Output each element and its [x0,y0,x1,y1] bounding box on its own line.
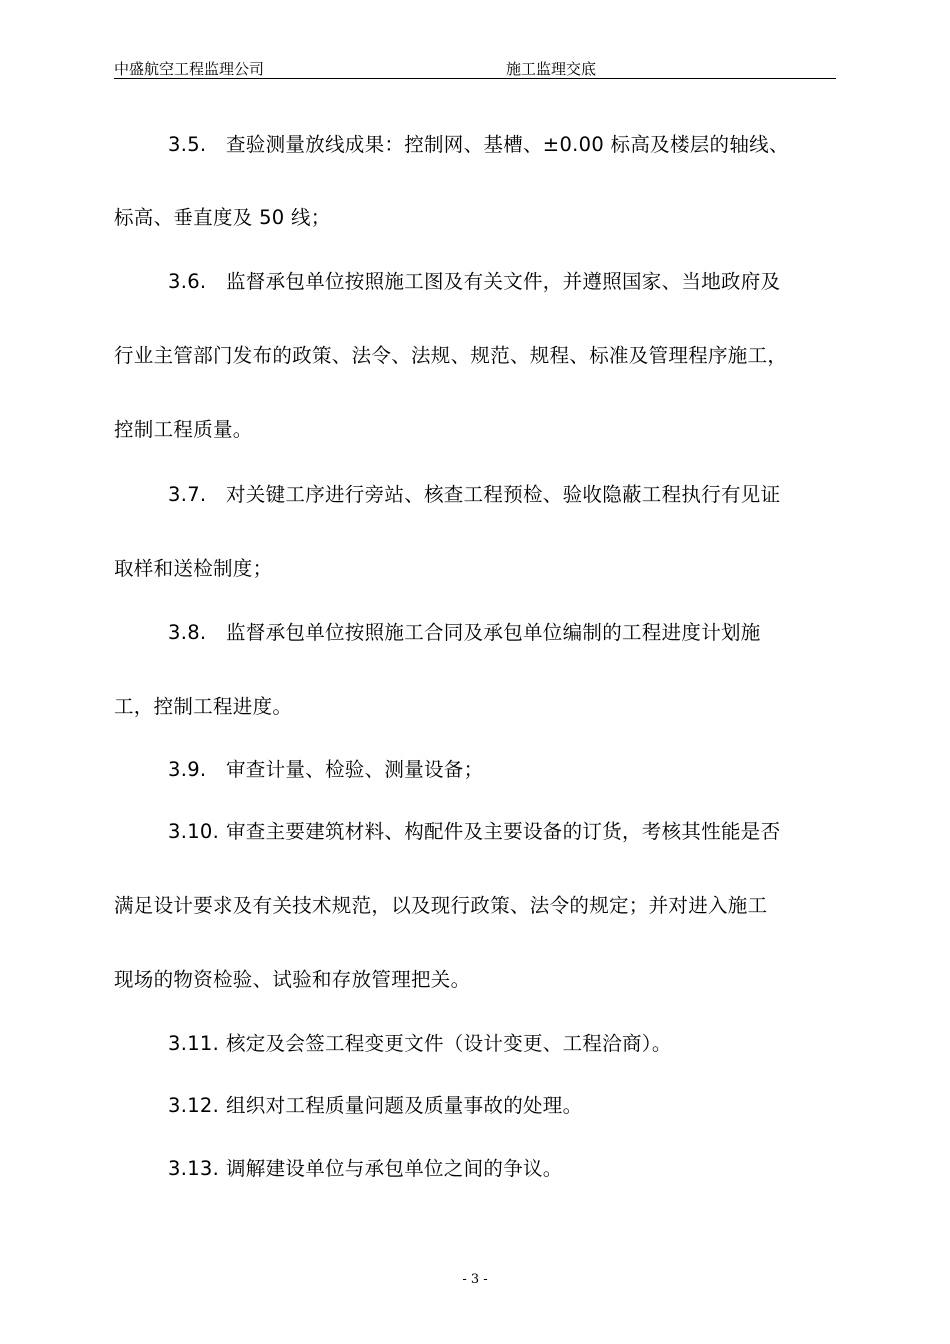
item-number: 3.11. [168,1032,220,1055]
item-3-8-line-1 [168,617,761,645]
item-3-13-line-1 [168,1153,563,1181]
item-3-5-line-2: 标高、垂直度及 50 线； [114,206,331,229]
item-3-8-line-2: 工，控制工程进度。 [114,695,293,718]
item-text: 调解建设单位与承包单位之间的争议。 [226,1157,563,1180]
item-number: 3.12. [168,1094,220,1117]
document-title: 施工监理交底 [506,60,597,78]
company-name: 中盛航空工程监理公司 [114,60,265,78]
item-text: 核定及会签工程变更文件（设计变更、工程洽商）。 [226,1032,672,1055]
page-number: - 3 - [462,1272,488,1287]
item-number: 3.7. [168,483,207,506]
item-text: 审查主要建筑材料、构配件及主要设备的订货，考核其性能是否 [226,820,781,843]
item-number: 3.10. [168,820,220,843]
item-3-7-line-1 [168,479,780,507]
item-number: 3.13. [168,1157,220,1180]
item-3-12-line-1 [168,1090,582,1118]
item-text: 监督承包单位按照施工图及有关文件，并遵照国家、当地政府及 [226,270,781,293]
item-number: 3.9. [168,758,207,781]
item-text: 组织对工程质量问题及质量事故的处理。 [226,1094,583,1117]
item-number: 3.6. [168,270,207,293]
item-text: 查验测量放线成果：控制网、基槽、±0.00 标高及楼层的轴线、 [226,133,789,156]
item-3-10-line-2: 满足设计要求及有关技术规范，以及现行政策、法令的规定；并对进入施工 [114,894,768,917]
page-header [114,56,836,79]
item-3-6-line-1 [168,266,780,294]
item-3-9-line-1 [168,754,483,782]
item-3-10-line-1 [168,816,780,844]
item-text: 对关键工序进行旁站、核查工程预检、验收隐蔽工程执行有见证 [226,483,781,506]
item-3-6-line-3: 控制工程质量。 [114,418,253,441]
item-3-10-line-3: 现场的物资检验、试验和存放管理把关。 [114,968,471,991]
item-3-5-line-1 [168,129,789,157]
item-text: 审查计量、检验、测量设备； [226,758,484,781]
item-number: 3.8. [168,621,207,644]
item-3-6-line-2: 行业主管部门发布的政策、法令、法规、规范、规程、标准及管理程序施工， [114,344,788,367]
item-3-7-line-2: 取样和送检制度； [114,557,273,580]
item-number: 3.5. [168,133,207,156]
item-text: 监督承包单位按照施工合同及承包单位编制的工程进度计划施 [226,621,761,644]
item-3-11-line-1 [168,1028,672,1056]
